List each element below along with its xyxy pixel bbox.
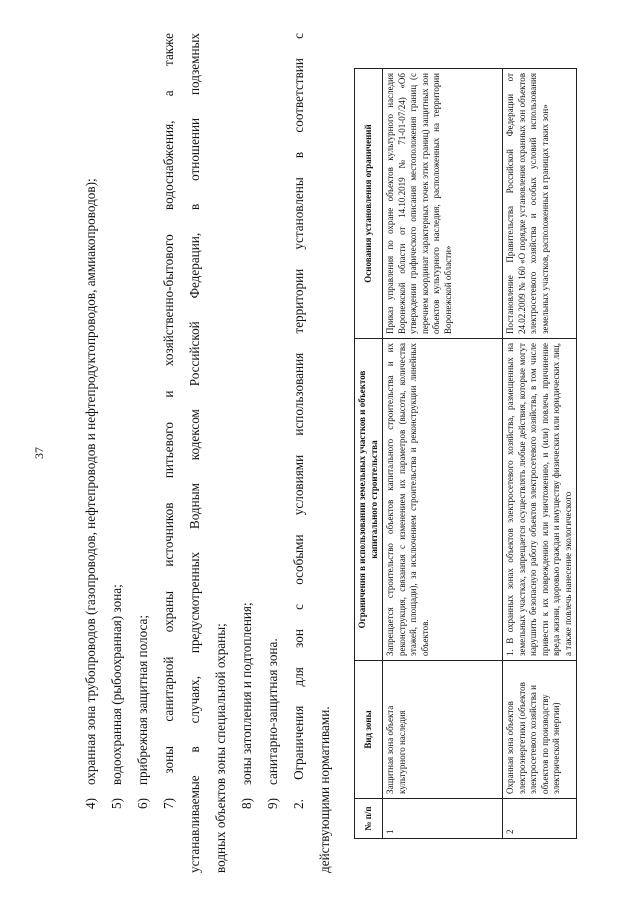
restrictions-table xyxy=(354,68,577,839)
header-num: № п/п xyxy=(355,799,383,839)
table-header-row xyxy=(355,69,383,839)
table-row xyxy=(503,69,577,839)
cell-num: 1 xyxy=(383,799,503,839)
list-item: 6) прибрежная защитная полоса; xyxy=(135,614,150,809)
cell-restrictions: 1. В охранных зонах объектов электросетевого хозяйства, размещенных на земельных участках, запрещается осуществлять любые действия, которые могут нарушить безопасную работу объектов электросетевого хозяйства, в том числе привести к их повреждению или уничтожению, и (или) повлечь причинение вреда жизни, здоровью граждан и имуществу физических или юридических лиц, а также повлечь нанесение экологического xyxy=(503,339,577,661)
header-zone: Вид зоны xyxy=(355,661,383,799)
table-row xyxy=(383,69,503,839)
header-basis: Основания установления ограничений xyxy=(355,69,383,339)
cell-basis: Приказ управления по охране объектов культурного наследия Воронежской области от 14.10.2019 № 71-01-07/24) «Об утверждении графического описания местоположения границ (с перечнем координат характерных точек этих границ) защитных зон объектов культурного наследия, расположенных на территории Воронежской области» xyxy=(383,69,503,339)
cell-restrictions: Запрещается строительство объектов капитального строительства и их реконструкция, связанная с изменением их параметров (высоты, количества этажей, площади), за исключением строительства и реконструкции линейных объектов. xyxy=(383,339,503,661)
list-item: 9) санитарно-защитная зона. xyxy=(265,638,280,809)
list-item: 5) водоохранная (рыбоохранная) зона; xyxy=(109,584,124,809)
list-item: 7) зоны санитарной охраны источников питьевого и хозяйственно-бытового водоснабжения, а также xyxy=(161,33,176,809)
header-restrictions: Ограничения в использовании земельных участков и объектов капитального строительства xyxy=(355,339,383,661)
cell-num: 2 xyxy=(503,799,577,839)
cell-zone: Защитная зона объекта культурного наследия xyxy=(383,661,503,799)
cell-zone: Охранная зона объектов электроэнергетики (объектов электросетевого хозяйства и объектов по производству электрической энергии) xyxy=(503,661,577,799)
paragraph-continuation: действующими нормативами. xyxy=(317,706,332,873)
cell-basis: Постановление Правительства Российской Федерации от 24.02.2009 № 160 «О порядке установления охранных зон объектов электросетевого хозяйства и особых условий использования земельных участков, расположенных в границах таких зон» xyxy=(503,69,577,339)
page-number: 37 xyxy=(32,447,46,459)
paragraph: 2. Ограничения для зон с особыми условиями использования территории установлены в соответствии с xyxy=(291,33,306,809)
list-item-continuation: устанавливаемые в случаях, предусмотренных Водным кодексом Российской Федерации, в отношении подземных xyxy=(187,33,202,873)
list-item-continuation: водных объектов зоны специальной охраны; xyxy=(213,623,228,873)
list-item: 8) зоны затопления и подтопления; xyxy=(239,602,254,809)
rotated-page-content xyxy=(32,33,608,873)
zone-list xyxy=(78,33,338,873)
list-item: 4) охранная зона трубопроводов (газопроводов, нефтепроводов и нефтепродуктопроводов, аммиакопроводов); xyxy=(83,178,98,809)
